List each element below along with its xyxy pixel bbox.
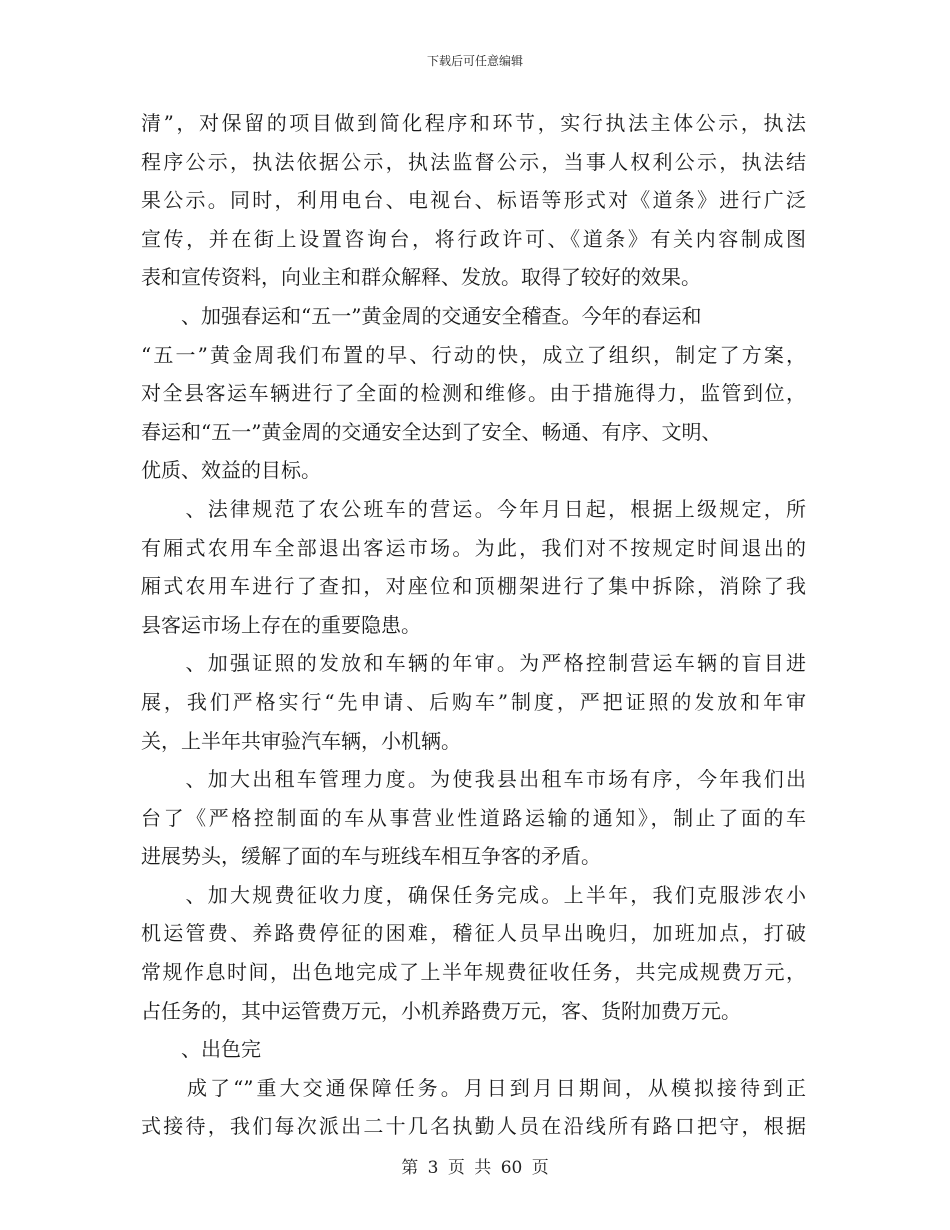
text-line: 占任务的，其中运管费万元，小机养路费万元，客、货附加费万元。 xyxy=(141,998,741,1023)
text-line: 春运和“五一”黄金周的交通安全达到了安全、畅通、有序、文明、 xyxy=(141,419,722,444)
text-line: 、加大出租车管理力度。为使我县出租车市场有序，今年我们出 xyxy=(141,767,806,792)
page-footer: 第 3 页 共 60 页 xyxy=(401,1158,549,1178)
text-line: 、加强证照的发放和车辆的年审。为严格控制营运车辆的盲目进 xyxy=(141,651,806,676)
text-line: 厢式农用车进行了查扣，对座位和顶棚架进行了集中拆除，消除了我 xyxy=(141,574,806,599)
text-line: 、法律规范了农公班车的营运。今年月日起，根据上级规定，所 xyxy=(141,496,806,521)
text-line: 程序公示，执法依据公示，执法监督公示，当事人权利公示，执法结 xyxy=(141,149,806,174)
text-line: 进展势头，缓解了面的车与班线车相互争客的矛盾。 xyxy=(141,844,601,869)
text-line: “五一”黄金周我们布置的早、行动的快，成立了组织，制定了方案， xyxy=(141,342,806,367)
text-line: 机运管费、养路费停征的困难，稽征人员早出晚归，加班加点，打破 xyxy=(141,921,806,946)
text-line: 有厢式农用车全部退出客运市场。为此，我们对不按规定时间退出的 xyxy=(141,535,806,560)
text-line: 表和宣传资料，向业主和群众解释、发放。取得了较好的效果。 xyxy=(141,265,701,290)
text-line: 宣传，并在街上设置咨询台，将行政许可、《道条》有关内容制成图 xyxy=(141,226,806,251)
text-line: 成了“”重大交通保障任务。月日到月日期间，从模拟接待到正 xyxy=(141,1075,806,1100)
text-line: 果公示。同时，利用电台、电视台、标语等形式对《道条》进行广泛 xyxy=(141,188,806,213)
text-line: 、加大规费征收力度，确保任务完成。上半年，我们克服涉农小 xyxy=(141,882,806,907)
text-line: 、出色完 xyxy=(141,1037,261,1062)
text-line: 优质、效益的目标。 xyxy=(141,458,321,483)
text-line: 清”，对保留的项目做到简化程序和环节，实行执法主体公示，执法 xyxy=(141,111,806,135)
text-line: 关，上半年共审验汽车辆，小机辆。 xyxy=(141,728,461,753)
document-body xyxy=(141,104,806,1146)
text-line: 县客运市场上存在的重要隐患。 xyxy=(141,612,421,637)
text-line: 常规作息时间，出色地完成了上半年规费征收任务，共完成规费万元， xyxy=(141,960,806,985)
text-line: 展，我们严格实行“先申请、后购车”制度，严把证照的发放和年审 xyxy=(141,689,806,714)
page-header: 下载后可任意编辑 xyxy=(426,54,523,68)
text-line: 式接待，我们每次派出二十几名执勤人员在沿线所有路口把守，根据 xyxy=(141,1114,806,1139)
text-line: 台了《严格控制面的车从事营业性道路运输的通知》，制止了面的车 xyxy=(141,805,806,830)
text-line: 对全县客运车辆进行了全面的检测和维修。由于措施得力，监管到位， xyxy=(141,381,806,406)
text-line: 、加强春运和“五一”黄金周的交通安全稽查。今年的春运和 xyxy=(141,303,702,328)
